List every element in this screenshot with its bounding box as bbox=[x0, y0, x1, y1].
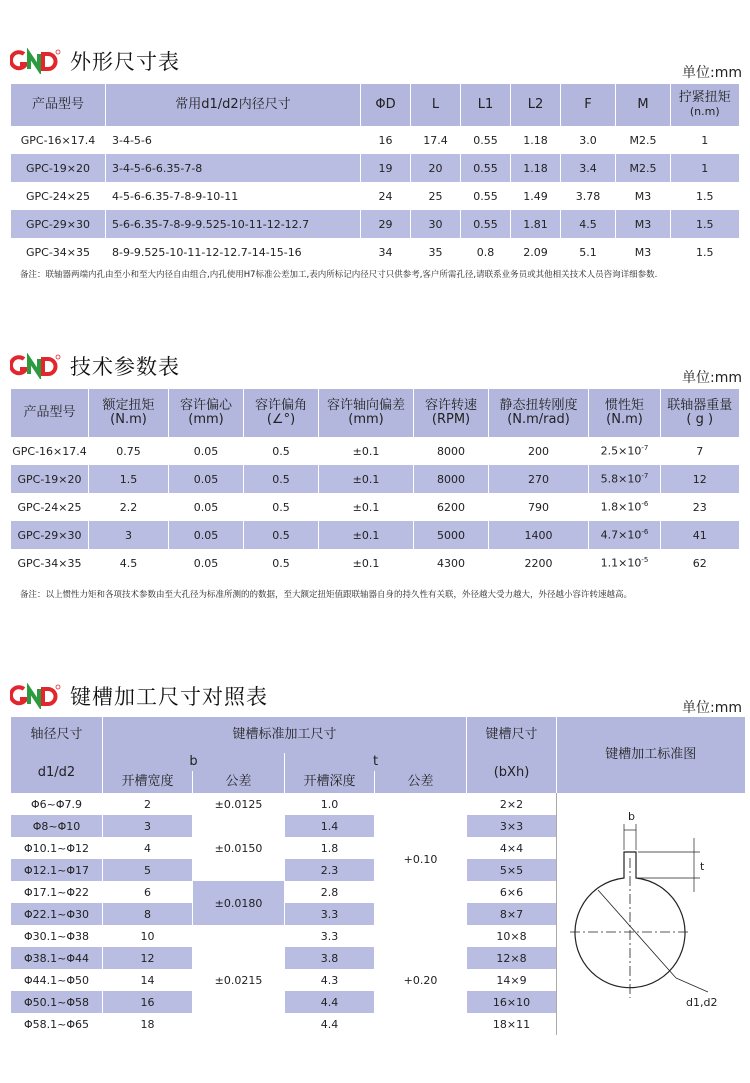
table-row bbox=[11, 238, 739, 266]
header-b: b bbox=[103, 753, 285, 771]
table-cell: $5.8\times 10^{-7}$ bbox=[589, 465, 661, 493]
table-cell: 4.4 bbox=[285, 991, 375, 1013]
table-row bbox=[11, 210, 739, 238]
table-cell: 0.05 bbox=[169, 521, 244, 549]
table-cell: 4×4 bbox=[467, 837, 557, 859]
table-cell: ±0.1 bbox=[319, 521, 414, 549]
section-title: 技术参数表 bbox=[70, 355, 180, 379]
table-cell: 2.3 bbox=[285, 859, 375, 881]
table-cell: 3.78 bbox=[561, 182, 616, 210]
header-figure: 键槽加工标准图 bbox=[557, 717, 745, 793]
section-header bbox=[0, 345, 750, 385]
table-cell: 0.05 bbox=[169, 465, 244, 493]
table-cell: M3 bbox=[616, 210, 671, 238]
table-cell: 0.5 bbox=[244, 493, 319, 521]
table-cell: 2.8 bbox=[285, 881, 375, 903]
tolerance-cell: +0.20 bbox=[375, 925, 467, 1035]
table-cell: 5×5 bbox=[467, 859, 557, 881]
header-cell: 静态扭转刚度 (N.m/rad) bbox=[489, 389, 589, 437]
table-cell: 0.5 bbox=[244, 549, 319, 577]
table-cell: 4.3 bbox=[285, 969, 375, 991]
table-cell: 2200 bbox=[489, 549, 589, 577]
table-cell: 1.18 bbox=[511, 126, 561, 154]
label-d: d1,d2 bbox=[685, 995, 718, 1009]
tolerance-cell: ±0.0125 bbox=[193, 793, 285, 815]
table-cell: GPC-34×35 bbox=[11, 238, 106, 266]
table-cell: 18 bbox=[103, 1013, 193, 1035]
table-cell: $4.7\times 10^{-6}$ bbox=[589, 521, 661, 549]
header-cell: 容许偏心 (mm) bbox=[169, 389, 244, 437]
header-cell: 额定扭矩 (N.m) bbox=[89, 389, 169, 437]
gnd-logo-icon bbox=[10, 48, 62, 74]
table-cell: 6 bbox=[103, 881, 193, 903]
table-cell: 6200 bbox=[414, 493, 489, 521]
table-cell: 0.5 bbox=[244, 521, 319, 549]
unit-label: 单位:mm bbox=[682, 65, 742, 81]
table-cell: GPC-19×20 bbox=[11, 154, 106, 182]
table-cell: GPC-24×25 bbox=[11, 182, 106, 210]
header-l1: L1 bbox=[461, 84, 511, 126]
header-l2: L2 bbox=[511, 84, 561, 126]
tolerance-cell: ±0.0180 bbox=[193, 881, 285, 925]
table-cell: 5000 bbox=[414, 521, 489, 549]
table-cell: 200 bbox=[489, 437, 589, 465]
table-cell: 0.55 bbox=[461, 126, 511, 154]
header-size: 键槽尺寸 bbox=[467, 717, 557, 753]
table-cell: 1 bbox=[671, 154, 739, 182]
header-depth: 开槽深度 bbox=[285, 771, 375, 793]
header-model: 产品型号 bbox=[11, 84, 106, 126]
table-cell: Φ8~Φ10 bbox=[11, 815, 103, 837]
header-cell: 联轴器重量 ( g ) bbox=[661, 389, 739, 437]
keyway-diagram-icon bbox=[558, 798, 744, 1028]
header-torque: 拧紧扭矩 (n.m) bbox=[671, 84, 739, 126]
table-cell: 270 bbox=[489, 465, 589, 493]
table-cell: 0.75 bbox=[89, 437, 169, 465]
table-cell: 1.81 bbox=[511, 210, 561, 238]
table-cell: $1.8\times 10^{-6}$ bbox=[589, 493, 661, 521]
table-cell: 18×11 bbox=[467, 1013, 557, 1035]
table-cell: 0.55 bbox=[461, 154, 511, 182]
gnd-logo-icon bbox=[10, 683, 62, 709]
table-cell: 4.5 bbox=[561, 210, 616, 238]
table-cell: 1.5 bbox=[89, 465, 169, 493]
table-cell: 29 bbox=[361, 210, 411, 238]
table-cell: 7 bbox=[661, 437, 739, 465]
keyway-section bbox=[0, 675, 750, 1031]
section-title: 外形尺寸表 bbox=[70, 50, 180, 74]
table-cell: Φ6~Φ7.9 bbox=[11, 793, 103, 815]
table-cell: 3.3 bbox=[285, 925, 375, 947]
table-cell: 1.49 bbox=[511, 182, 561, 210]
table-cell: 1.4 bbox=[285, 815, 375, 837]
table-cell: GPC-16×17.4 bbox=[11, 437, 89, 465]
table-cell: 0.55 bbox=[461, 210, 511, 238]
table-cell: 41 bbox=[661, 521, 739, 549]
table-cell: 3.0 bbox=[561, 126, 616, 154]
tech-section bbox=[0, 345, 750, 600]
table-cell: 10×8 bbox=[467, 925, 557, 947]
table-cell: 6×6 bbox=[467, 881, 557, 903]
keyway-table bbox=[10, 717, 745, 1035]
tech-table bbox=[10, 389, 739, 577]
table-row bbox=[11, 465, 739, 493]
table-cell: 4300 bbox=[414, 549, 489, 577]
header-tol-t: 公差 bbox=[375, 771, 467, 793]
table-cell: 10 bbox=[103, 925, 193, 947]
table-cell: 8000 bbox=[414, 437, 489, 465]
table-cell: Φ50.1~Φ58 bbox=[11, 991, 103, 1013]
keyway-diagram bbox=[557, 793, 745, 1035]
table-cell: 3.4 bbox=[561, 154, 616, 182]
table-cell: 34 bbox=[361, 238, 411, 266]
table-cell: 12×8 bbox=[467, 947, 557, 969]
gnd-logo-icon bbox=[10, 353, 62, 379]
table-cell: 3 bbox=[89, 521, 169, 549]
table-cell: Φ10.1~Φ12 bbox=[11, 837, 103, 859]
table-cell: 24 bbox=[361, 182, 411, 210]
header-cell: 容许转速 (RPM) bbox=[414, 389, 489, 437]
label-t: t bbox=[699, 859, 705, 873]
table-row bbox=[11, 793, 745, 815]
outline-note: 备注：联轴器两端内孔由至小和至大内径自由组合,内孔使用H7标准公差加工,表内所标记内径尺寸只供参考,客户所需孔径,请联系业务员或其他相关技术人员咨询详细参数. bbox=[20, 270, 658, 280]
table-cell: 1 bbox=[671, 126, 739, 154]
table-cell: 62 bbox=[661, 549, 739, 577]
tolerance-cell: ±0.0215 bbox=[193, 925, 285, 1035]
table-cell: 8000 bbox=[414, 465, 489, 493]
header-d: d1/d2 bbox=[11, 753, 103, 793]
table-cell: 1.18 bbox=[511, 154, 561, 182]
table-cell: 20 bbox=[411, 154, 461, 182]
table-cell: 14×9 bbox=[467, 969, 557, 991]
table-cell: M2.5 bbox=[616, 154, 671, 182]
table-cell: Φ58.1~Φ65 bbox=[11, 1013, 103, 1035]
table-cell: 5-6-6.35-7-8-9-9.525-10-11-12-12.7 bbox=[106, 210, 361, 238]
table-cell: 5 bbox=[103, 859, 193, 881]
tech-note: 备注：以上惯性力矩和各项技术参数由至大孔径为标准所测的的数据，至大额定扭矩值跟联轴器自身的持久性有关联，外径越大受力越大，外径越小容许转速越高。 bbox=[20, 590, 633, 600]
table-cell: GPC-29×30 bbox=[11, 210, 106, 238]
table-cell: ±0.1 bbox=[319, 465, 414, 493]
table-cell: 0.05 bbox=[169, 437, 244, 465]
table-cell: 12 bbox=[661, 465, 739, 493]
table-cell: Φ12.1~Φ17 bbox=[11, 859, 103, 881]
table-cell: GPC-19×20 bbox=[11, 465, 89, 493]
table-cell: 3×3 bbox=[467, 815, 557, 837]
header-bxh: (bXh) bbox=[467, 753, 557, 793]
table-row bbox=[11, 154, 739, 182]
header-bore: 常用d1/d2内径尺寸 bbox=[106, 84, 361, 126]
table-cell: M2.5 bbox=[616, 126, 671, 154]
header-standard: 键槽标准加工尺寸 bbox=[103, 717, 467, 753]
table-cell: 35 bbox=[411, 238, 461, 266]
table-cell: 2 bbox=[103, 793, 193, 815]
table-cell: M3 bbox=[616, 182, 671, 210]
section-header bbox=[0, 675, 750, 715]
table-cell: 1400 bbox=[489, 521, 589, 549]
table-row bbox=[11, 549, 739, 577]
header-cell: 容许偏角 (∠°) bbox=[244, 389, 319, 437]
table-cell: GPC-34×35 bbox=[11, 549, 89, 577]
table-cell: 1.8 bbox=[285, 837, 375, 859]
tolerance-cell: ±0.0150 bbox=[193, 815, 285, 881]
outline-table bbox=[10, 84, 739, 266]
header-l: L bbox=[411, 84, 461, 126]
table-cell: Φ44.1~Φ50 bbox=[11, 969, 103, 991]
table-cell: 1.5 bbox=[671, 182, 739, 210]
table-cell: 0.05 bbox=[169, 493, 244, 521]
table-row bbox=[11, 521, 739, 549]
table-cell: 16×10 bbox=[467, 991, 557, 1013]
table-cell: 12 bbox=[103, 947, 193, 969]
table-cell: 8 bbox=[103, 903, 193, 925]
table-cell: Φ17.1~Φ22 bbox=[11, 881, 103, 903]
header-width: 开槽宽度 bbox=[103, 771, 193, 793]
table-cell: 0.55 bbox=[461, 182, 511, 210]
header-cell: 产品型号 bbox=[11, 389, 89, 437]
header-od: ΦD bbox=[361, 84, 411, 126]
table-cell: 1.5 bbox=[671, 210, 739, 238]
table-cell: 4.4 bbox=[285, 1013, 375, 1035]
table-cell: 1.0 bbox=[285, 793, 375, 815]
header-f: F bbox=[561, 84, 616, 126]
outline-section bbox=[0, 40, 750, 280]
table-cell: $2.5\times 10^{-7}$ bbox=[589, 437, 661, 465]
table-cell: Φ38.1~Φ44 bbox=[11, 947, 103, 969]
table-cell: 30 bbox=[411, 210, 461, 238]
header-t: t bbox=[285, 753, 467, 771]
table-cell: 5.1 bbox=[561, 238, 616, 266]
header-m: M bbox=[616, 84, 671, 126]
table-cell: 25 bbox=[411, 182, 461, 210]
table-cell: Φ30.1~Φ38 bbox=[11, 925, 103, 947]
unit-label: 单位:mm bbox=[682, 370, 742, 386]
table-cell: M3 bbox=[616, 238, 671, 266]
table-cell: 3-4-5-6-6.35-7-8 bbox=[106, 154, 361, 182]
table-cell: 16 bbox=[103, 991, 193, 1013]
table-cell: GPC-16×17.4 bbox=[11, 126, 106, 154]
table-cell: 17.4 bbox=[411, 126, 461, 154]
tolerance-cell: +0.10 bbox=[375, 793, 467, 925]
header-shaft: 轴径尺寸 bbox=[11, 717, 103, 753]
label-b: b bbox=[627, 809, 635, 823]
table-cell: 0.8 bbox=[461, 238, 511, 266]
table-cell: 1.5 bbox=[671, 238, 739, 266]
table-cell: 16 bbox=[361, 126, 411, 154]
section-header bbox=[0, 40, 750, 80]
table-cell: $1.1\times 10^{-5}$ bbox=[589, 549, 661, 577]
table-cell: 19 bbox=[361, 154, 411, 182]
table-cell: 14 bbox=[103, 969, 193, 991]
table-cell: 4 bbox=[103, 837, 193, 859]
header-tol-b: 公差 bbox=[193, 771, 285, 793]
table-cell: 790 bbox=[489, 493, 589, 521]
table-cell: GPC-29×30 bbox=[11, 521, 89, 549]
table-cell: 2×2 bbox=[467, 793, 557, 815]
table-cell: Φ22.1~Φ30 bbox=[11, 903, 103, 925]
table-cell: 3-4-5-6 bbox=[106, 126, 361, 154]
section-title: 键槽加工尺寸对照表 bbox=[70, 685, 268, 709]
table-row bbox=[11, 493, 739, 521]
table-cell: ±0.1 bbox=[319, 549, 414, 577]
table-cell: ±0.1 bbox=[319, 493, 414, 521]
table-cell: ±0.1 bbox=[319, 437, 414, 465]
table-cell: 4-5-6-6.35-7-8-9-10-11 bbox=[106, 182, 361, 210]
table-row bbox=[11, 126, 739, 154]
table-cell: 8×7 bbox=[467, 903, 557, 925]
header-cell: 容许轴向偏差 (mm) bbox=[319, 389, 414, 437]
table-cell: 8-9-9.525-10-11-12-12.7-14-15-16 bbox=[106, 238, 361, 266]
table-cell: 23 bbox=[661, 493, 739, 521]
table-cell: GPC-24×25 bbox=[11, 493, 89, 521]
table-row bbox=[11, 437, 739, 465]
table-cell: 3.8 bbox=[285, 947, 375, 969]
table-cell: 4.5 bbox=[89, 549, 169, 577]
table-cell: 0.05 bbox=[169, 549, 244, 577]
table-row bbox=[11, 182, 739, 210]
table-cell: 0.5 bbox=[244, 437, 319, 465]
table-cell: 2.2 bbox=[89, 493, 169, 521]
table-cell: 3.3 bbox=[285, 903, 375, 925]
header-cell: 惯性矩 (N.m) bbox=[589, 389, 661, 437]
table-cell: 3 bbox=[103, 815, 193, 837]
unit-label: 单位:mm bbox=[682, 700, 742, 716]
table-cell: 0.5 bbox=[244, 465, 319, 493]
table-cell: 2.09 bbox=[511, 238, 561, 266]
